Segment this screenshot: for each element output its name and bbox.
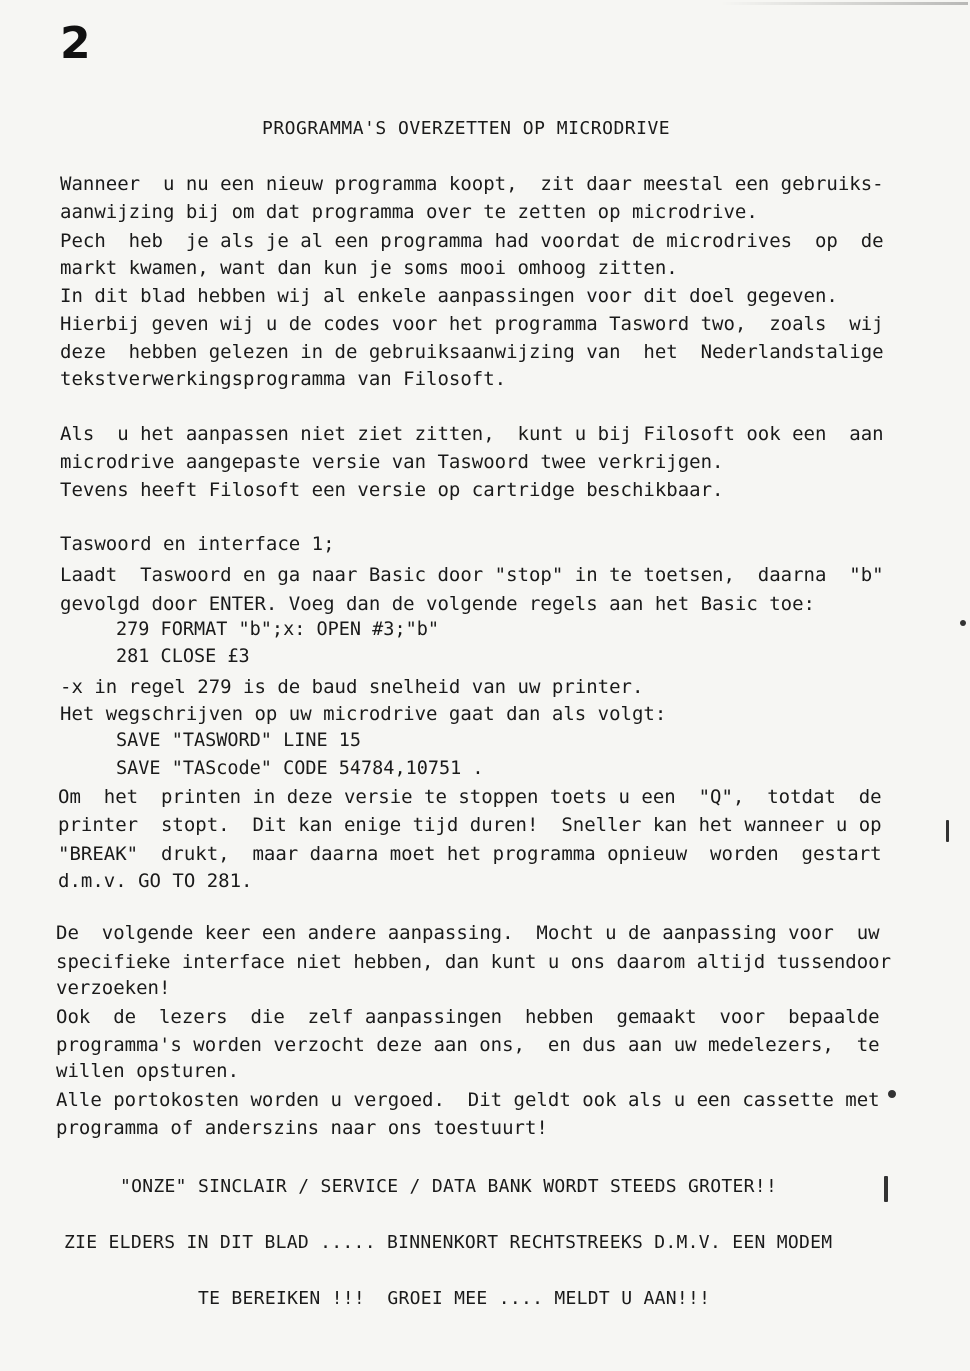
page-title: PROGRAMMA'S OVERZETTEN OP MICRODRIVE [262,118,671,139]
scan-edge-mark [720,2,968,5]
section-line: Het wegschrijven op uw microdrive gaat dan als volgt: [60,703,667,725]
code-line: 281 CLOSE £3 [116,646,250,667]
scan-speck [946,820,949,842]
paragraph-line: Tevens heeft Filosoft een versie op cartridge beschikbaar. [60,479,724,501]
paragraph-line: De volgende keer een andere aanpassing. Mocht u de aanpassing voor uw [56,922,880,944]
section-line: "BREAK" drukt, maar daarna moet het programma opnieuw worden gestart [58,843,882,865]
paragraph-line: Pech heb je als je al een programma had voordat de microdrives op de [60,230,884,252]
paragraph-line: programma's worden verzocht deze aan ons, en dus aan uw medelezers, te [56,1034,880,1056]
paragraph-line: Als u het aanpassen niet ziet zitten, kunt u bij Filosoft ook een aan [60,423,884,445]
section-line: gevolgd door ENTER. Voeg dan de volgende regels aan het Basic toe: [60,593,815,615]
code-line: SAVE "TAScode" CODE 54784,10751 . [116,758,484,779]
paragraph-line: willen opsturen. [56,1060,240,1082]
scan-speck [884,1176,888,1202]
paragraph-line: Alle portokosten worden u vergoed. Dit geldt ook als u een cassette met [56,1089,880,1111]
section-line: Laadt Taswoord en ga naar Basic door "stop" in te toetsen, daarna "b" [60,564,884,586]
paragraph-line: deze hebben gelezen in de gebruiksaanwijzing van het Nederlandstalige [60,341,884,363]
paragraph-line: microdrive aangepaste versie van Taswoord twee verkrijgen. [60,451,724,473]
paragraph-line: markt kwamen, want dan kun je soms mooi omhoog zitten. [60,257,678,279]
page-number: 2 [60,18,91,69]
section-line: printer stopt. Dit kan enige tijd duren! Sneller kan het wanneer u op [58,814,882,836]
paragraph-line: Hierbij geven wij u de codes voor het programma Tasword two, zoals wij [60,313,884,335]
footer-announcement: TE BEREIKEN !!! GROEI MEE .... MELDT U AAN!!! [198,1288,711,1309]
scan-speck [888,1090,896,1098]
section-line: Om het printen in deze versie te stoppen toets u een "Q", totdat de [58,786,882,808]
paragraph-line: specifieke interface niet hebben, dan kunt u ons daarom altijd tussendoor [56,951,892,973]
paragraph-line: tekstverwerkingsprogramma van Filosoft. [60,368,507,390]
scan-speck [960,620,966,626]
code-line: SAVE "TASWORD" LINE 15 [116,730,362,751]
section-heading: Taswoord en interface 1; [60,533,335,555]
footer-announcement: "ONZE" SINCLAIR / SERVICE / DATA BANK WORDT STEEDS GROTER!! [120,1176,778,1197]
paragraph-line: Wanneer u nu een nieuw programma koopt, zit daar meestal een gebruiks- [60,173,884,195]
paragraph-line: aanwijzing bij om dat programma over te zetten op microdrive. [60,201,758,223]
paragraph-line: programma of anderszins naar ons toestuurt! [56,1117,548,1139]
section-line: d.m.v. GO TO 281. [58,870,253,892]
code-line: 279 FORMAT "b";x: OPEN #3;"b" [116,619,440,640]
footer-announcement: ZIE ELDERS IN DIT BLAD ..... BINNENKORT RECHTSTREEKS D.M.V. EEN MODEM [64,1232,833,1253]
paragraph-line: Ook de lezers die zelf aanpassingen hebben gemaakt voor bepaalde [56,1006,880,1028]
section-line: -x in regel 279 is de baud snelheid van uw printer. [60,676,644,698]
paragraph-line: In dit blad hebben wij al enkele aanpassingen voor dit doel gegeven. [60,285,838,307]
paragraph-line: verzoeken! [56,977,171,999]
